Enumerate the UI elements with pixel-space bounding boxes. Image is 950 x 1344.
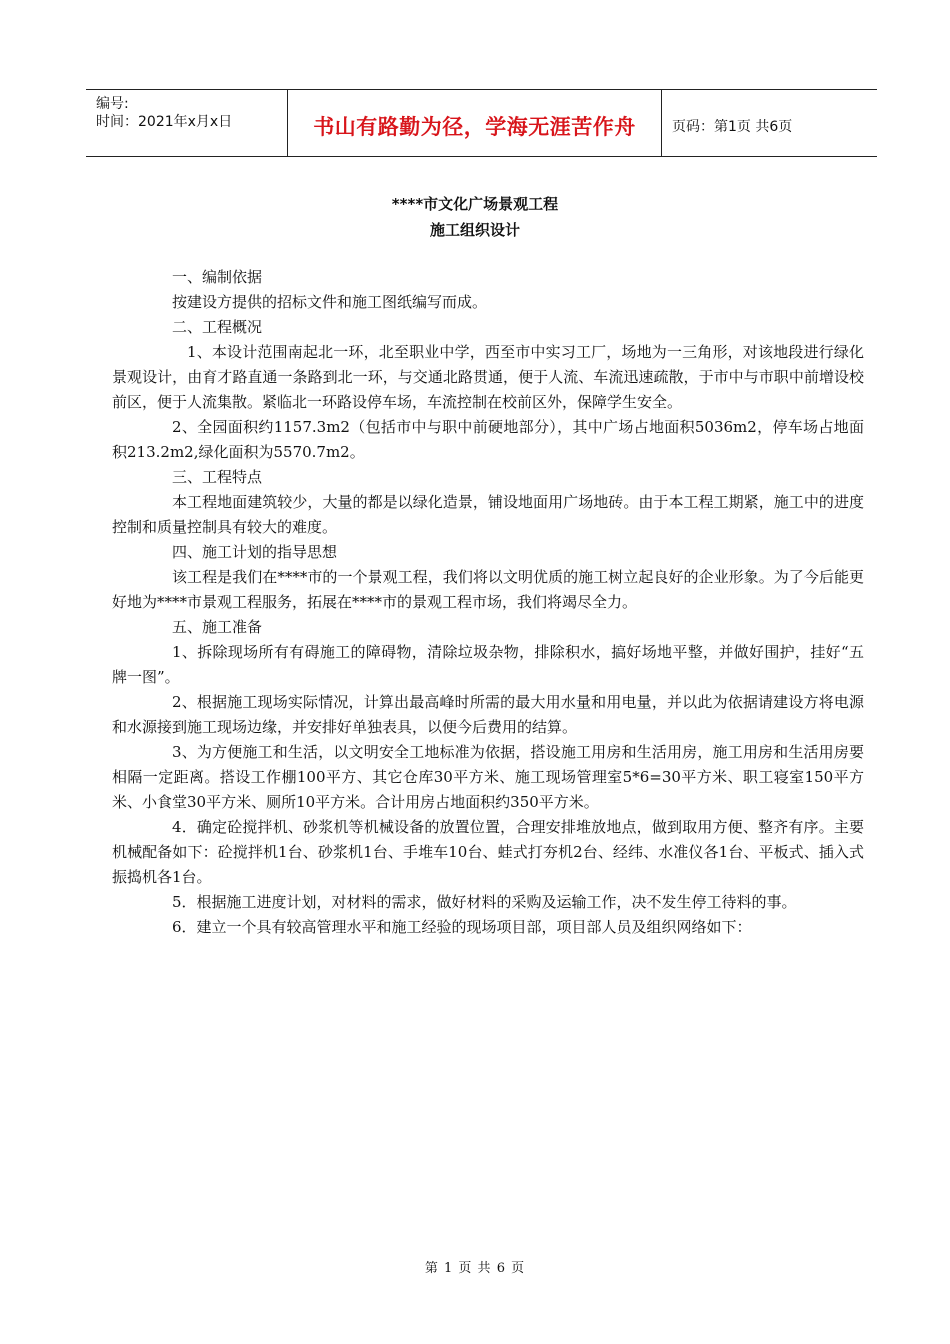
body-paragraph: 该工程是我们在****市的一个景观工程，我们将以文明优质的施工树立起良好的企业形象。为了今后能更好地为****市景观工程服务，拓展在****市的景观工程市场，我们将竭尽全力。: [112, 568, 864, 611]
section-heading: 二、工程概况: [172, 318, 263, 336]
body-paragraph: 本工程地面建筑较少，大量的都是以绿化造景，铺设地面用广场地砖。由于本工程工期紧，施工中的进度控制和质量控制具有较大的难度。: [112, 493, 864, 536]
header-page-code: 页码：第1页 共6页: [672, 119, 793, 135]
header-info-cell: [86, 90, 288, 156]
header-table: [86, 89, 877, 157]
document-title: ****市文化广场景观工程: [391, 195, 559, 213]
body-paragraph: 3、为方便施工和生活，以文明安全工地标准为依据，搭设施工用房和生活用房，施工用房和生活用房要相隔一定距离。搭设工作棚100平方、其它仓库30平方米、施工现场管理室5*6=30平方米、职工寝室150平方米、小食堂30平方米、厕所10平方米。合计用房占地面积约350平方米。: [112, 743, 864, 811]
body-paragraph: 2、根据施工现场实际情况，计算出最高峰时所需的最大用水量和用电量，并以此为依据请建设方将电源和水源接到施工现场边缘，并安排好单独表具，以便今后费用的结算。: [112, 693, 864, 736]
header-page-cell: [662, 90, 877, 156]
body-paragraph: 2、全园面积约1157.3m2（包括市中与职中前硬地部分），其中广场占地面积5036m2，停车场占地面积213.2m2,绿化面积为5570.7m2。: [112, 418, 864, 461]
header-motto: 书山有路勤为径，学海无涯苦作舟: [313, 115, 636, 139]
document-time-label: 时间：2021年x月x日: [96, 114, 233, 130]
document-body: [112, 265, 864, 940]
section-heading: 三、工程特点: [172, 468, 263, 486]
section-heading: 五、施工准备: [172, 618, 263, 636]
document-number-label: 编号:: [96, 96, 129, 112]
body-paragraph: 1、拆除现场所有有碍施工的障碍物，清除垃圾杂物，排除积水，搞好场地平整，并做好围护，挂好“五牌一图”。: [112, 643, 864, 686]
body-paragraph: 1、本设计范围南起北一环，北至职业中学，西至市中实习工厂，场地为一三角形，对该地段进行绿化景观设计，由育才路直通一条路到北一环，与交通北路贯通，便于人流、车流迅速疏散，于市中与市职中前增设校前区，便于人流集散。紧临北一环路设停车场，车流控制在校前区外，保障学生安全。: [112, 343, 864, 411]
document-subtitle: 施工组织设计: [429, 221, 520, 239]
body-paragraph: 6．建立一个具有较高管理水平和施工经验的现场项目部，项目部人员及组织网络如下：: [172, 918, 752, 936]
page-footer: 第 1 页 共 6 页: [424, 1261, 526, 1276]
header-motto-cell: [288, 90, 662, 156]
section-heading: 四、施工计划的指导思想: [172, 543, 338, 561]
body-paragraph: 按建设方提供的招标文件和施工图纸编写而成。: [172, 293, 488, 311]
body-paragraph: 4．确定砼搅拌机、砂浆机等机械设备的放置位置，合理安排堆放地点，做到取用方便、整齐有序。主要机械配备如下：砼搅拌机1台、砂浆机1台、手堆车10台、蛙式打夯机2台、经纬、水准仪各1台、平板式、插入式振捣机各1台。: [112, 818, 864, 886]
body-paragraph: 5．根据施工进度计划，对材料的需求，做好材料的采购及运输工作，决不发生停工待料的事。: [172, 893, 797, 911]
section-heading: 一、编制依据: [172, 268, 263, 286]
